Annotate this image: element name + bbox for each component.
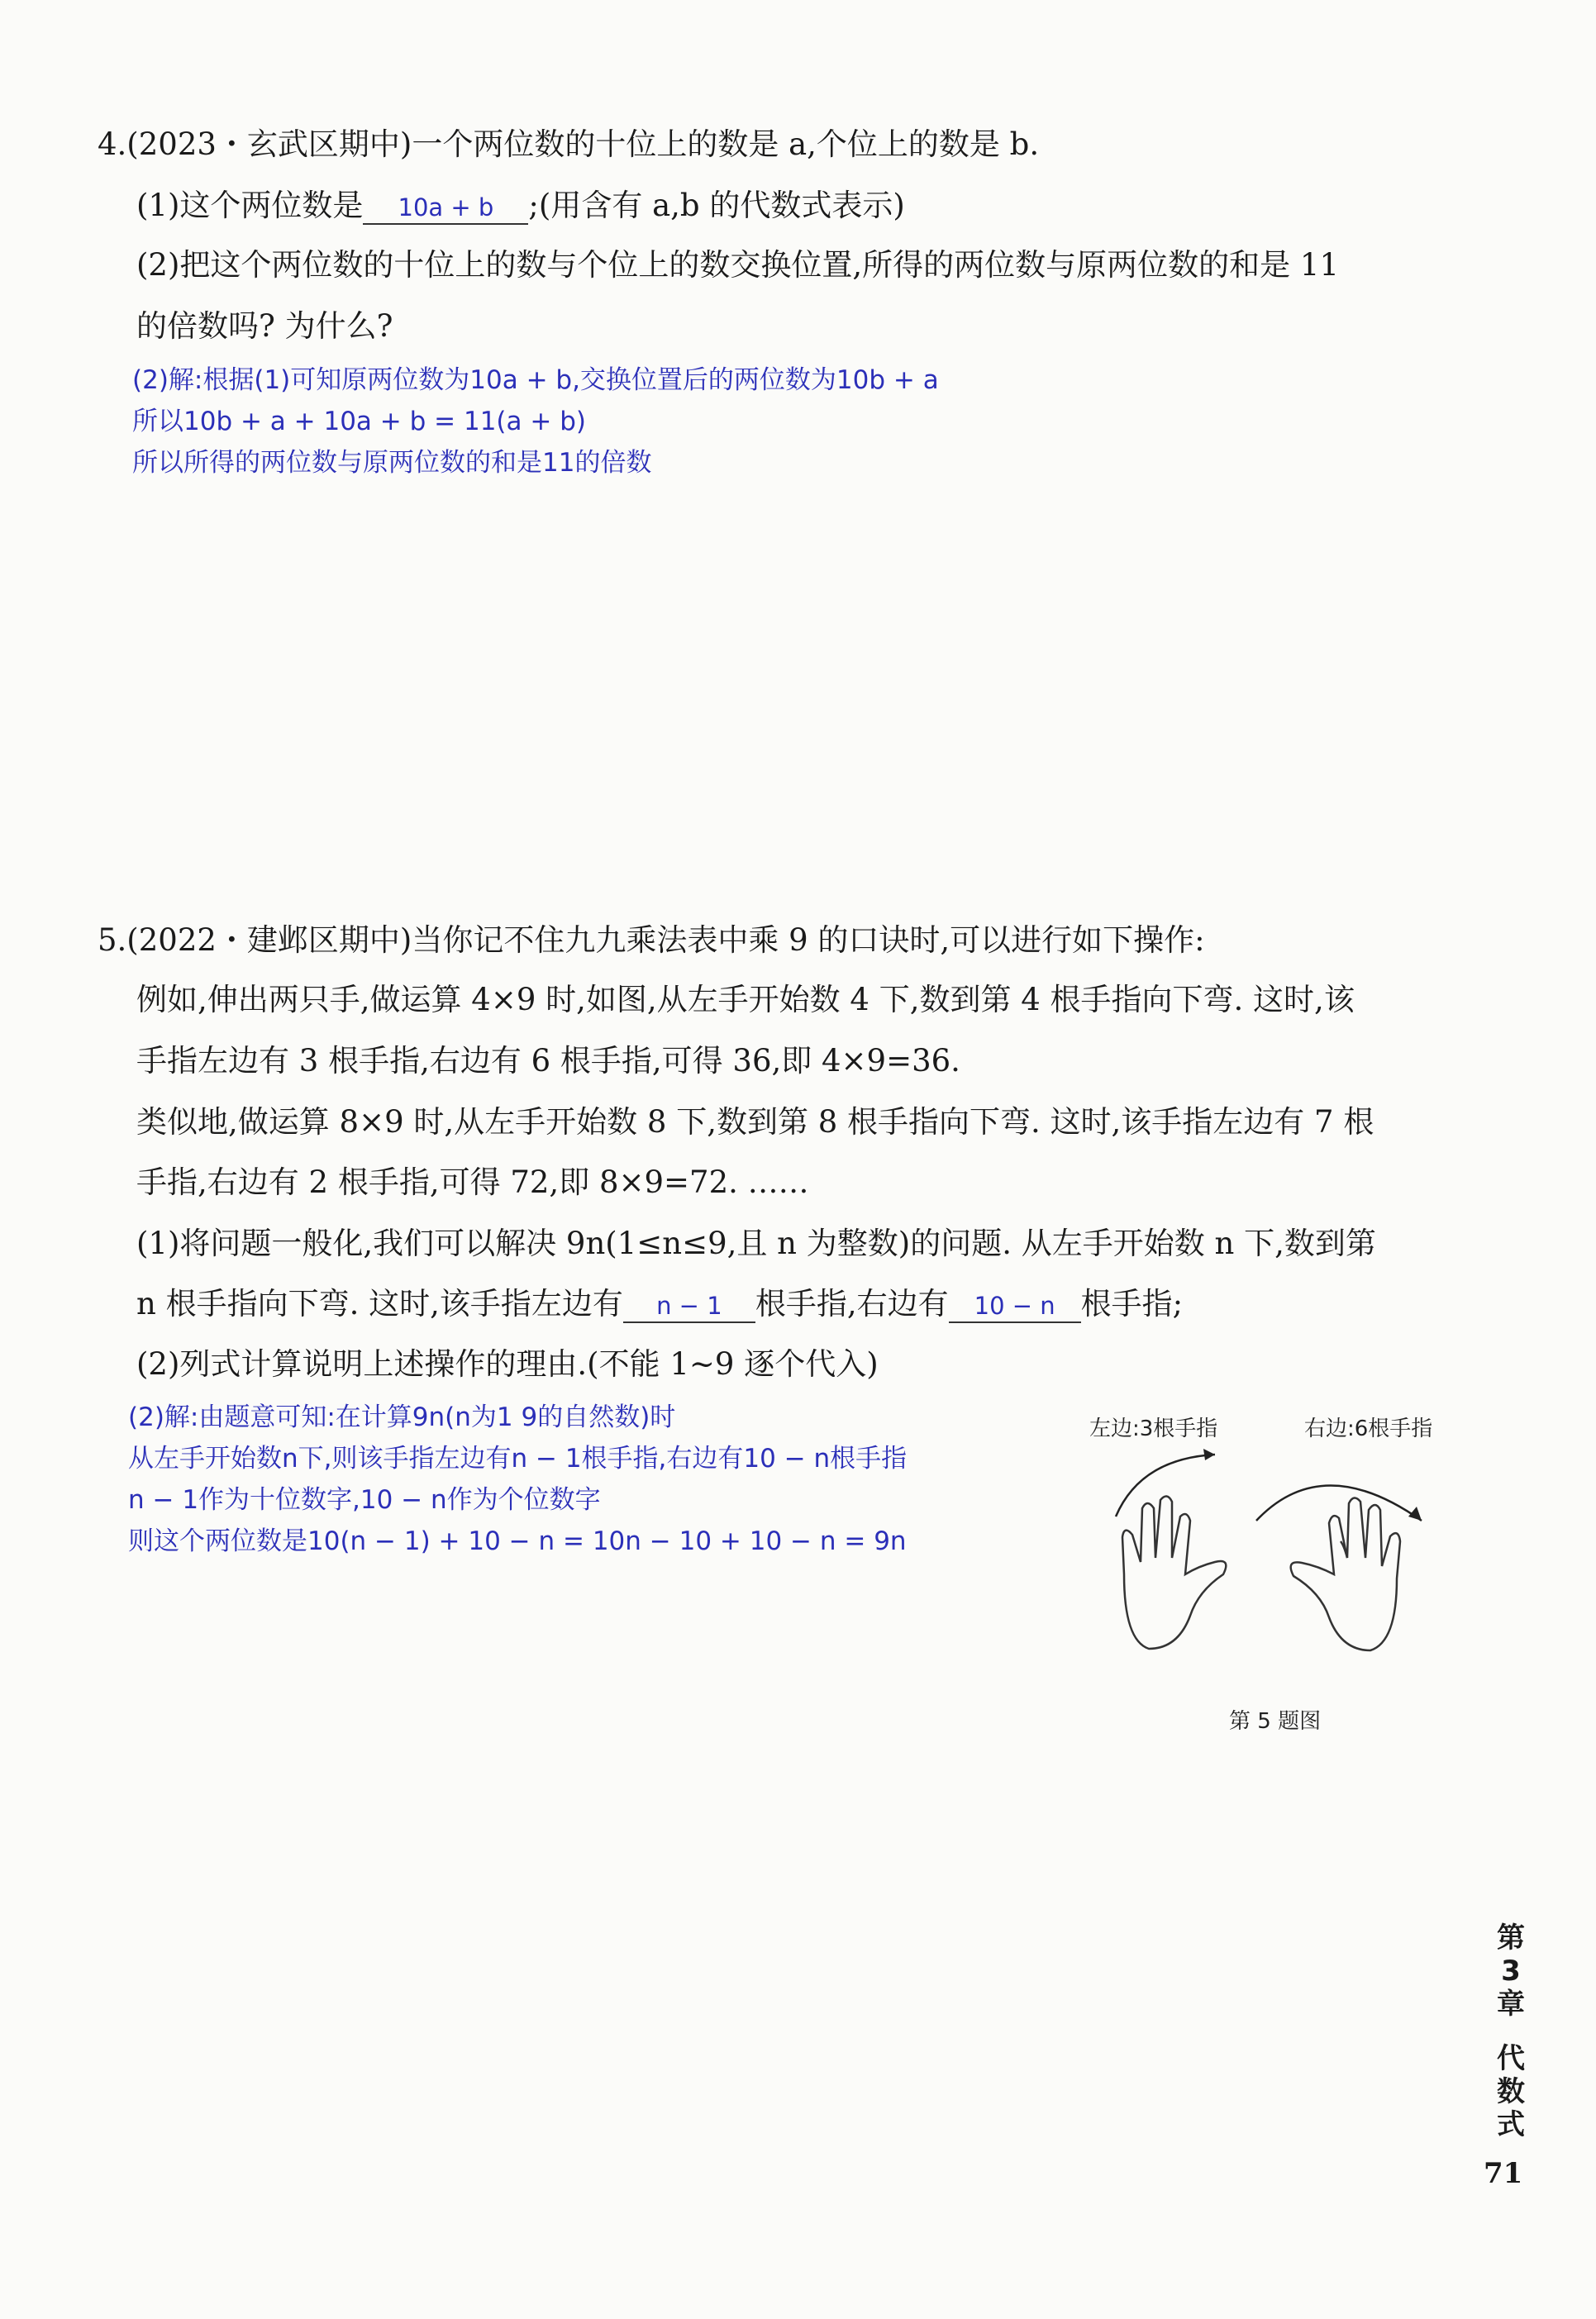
q4-stem: 4.(2023・玄武区期中)一个两位数的十位上的数是 a,个位上的数是 b. [98,126,1040,162]
q4-solution-line-2: 所以10b + a + 10a + b = 11(a + b) [132,407,586,436]
figure-caption: 第 5 题图 [1229,1709,1322,1734]
q4-solution-line-3: 所以所得的两位数与原两位数的和是11的倍数 [132,448,652,478]
q5-para1-line2: 手指左边有 3 根手指,右边有 6 根手指,可得 36,即 4×9=36. [136,1043,960,1079]
chapter-sidebar [1488,1921,1534,2141]
q5-part2: (2)列式计算说明上述操作的理由.(不能 1~9 逐个代入) [136,1346,879,1382]
q4-part1: (1)这个两位数是 10a + b ;(用含有 a,b 的代数式表示) [136,188,905,223]
q5-para2-line1: 类似地,做运算 8×9 时,从左手开始数 8 下,数到第 8 根手指向下弯. 这时,该手指左边有 7 根 [136,1104,1374,1140]
q4-part2-line1: (2)把这个两位数的十位上的数与个位上的数交换位置,所得的两位数与原两位数的和是 11 [136,247,1340,283]
q5-part1-line2: n 根手指向下弯. 这时,该手指左边有 n − 1 根手指,右边有 10 − n 根手指; [136,1286,1184,1321]
q4-solution-line-1: (2)解:根据(1)可知原两位数为10a + b,交换位置后的两位数为10b + a [132,365,939,395]
q5-part1-line1: (1)将问题一般化,我们可以解决 9n(1≤n≤9,且 n 为整数)的问题. 从左手开始数 n 下,数到第 [136,1226,1376,1261]
q5-solution-line-2: 从左手开始数n下,则该手指左边有n − 1根手指,右边有10 − n根手指 [128,1444,908,1474]
q5-solution-line-4: 则这个两位数是10(n − 1) + 10 − n = 10n − 10 + 10 − n = 9n [128,1526,907,1556]
q5-para2-line2: 手指,右边有 2 根手指,可得 72,即 8×9=72. …… [136,1164,809,1200]
hands-illustration [1099,1442,1446,1665]
left-hand [1122,1496,1226,1649]
right-hand [1291,1498,1400,1650]
chapter-title-char-2: 数 [1497,2075,1525,2108]
figure-label-right: 右边:6根手指 [1304,1417,1433,1441]
chapter-char-2: 3 [1501,1955,1521,1988]
left-arrow [1116,1455,1215,1517]
q5-p1-answer-left: n − 1 [623,1290,755,1323]
chapter-char-3: 章 [1497,1988,1525,2021]
chapter-char-1: 第 [1497,1921,1525,1955]
q4-p1-answer: 10a + b [363,192,528,225]
q5-para1-line1: 例如,伸出两只手,做运算 4×9 时,如图,从左手开始数 4 下,数到第 4 根手指向下弯. 这时,该 [136,982,1355,1017]
q4-part2-line2: 的倍数吗? 为什么? [136,308,393,344]
figure-label-left: 左边:3根手指 [1089,1417,1218,1441]
left-arrow-head [1203,1449,1215,1460]
chapter-title-char-3: 式 [1497,2108,1525,2141]
page-number: 71 [1484,2157,1523,2190]
q5-p1-answer-right: 10 − n [949,1290,1081,1323]
chapter-title-char-1: 代 [1497,2042,1525,2075]
q5-stem: 5.(2022・建邺区期中)当你记不住九九乘法表中乘 9 的口诀时,可以进行如下操作: [98,922,1205,958]
right-arrow [1256,1486,1422,1521]
q5-solution-line-3: n − 1作为十位数字,10 − n作为个位数字 [128,1485,601,1515]
q5-solution-line-1: (2)解:由题意可知:在计算9n(n为1 9的自然数)时 [128,1402,676,1432]
